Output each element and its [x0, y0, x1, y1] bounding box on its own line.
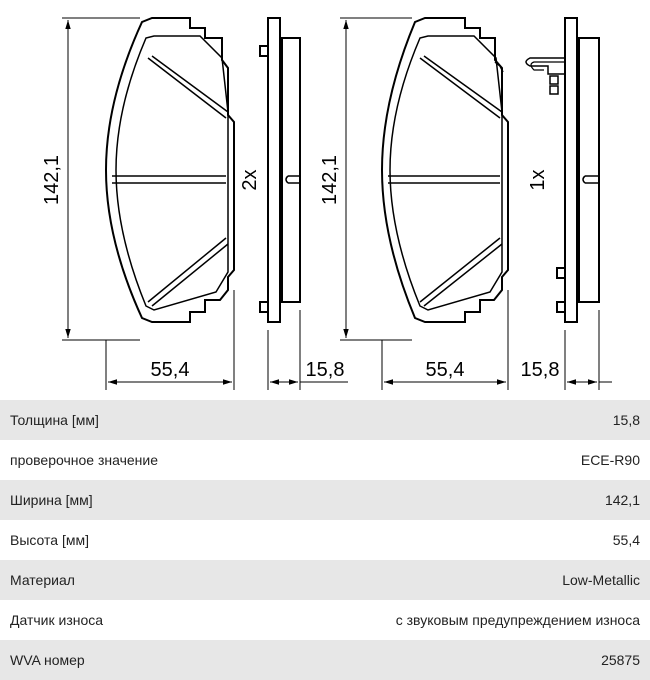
right-height-label: 142,1 [319, 154, 341, 206]
spec-row-width [0, 480, 650, 520]
spec-row-wva-number [0, 640, 650, 680]
right-quantity-label: 1x [527, 169, 549, 191]
spec-label: Толщина [мм] [0, 400, 253, 440]
spec-row-test-standard [0, 440, 650, 480]
pad-right-front-view [382, 18, 508, 322]
spec-label: Материал [0, 560, 253, 600]
right-thickness-label: 15,8 [520, 359, 560, 381]
spec-value: 55,4 [253, 520, 650, 560]
left-height-label: 142,1 [41, 154, 63, 206]
spec-row-wear-sensor [0, 600, 650, 640]
spec-row-thickness [0, 400, 650, 440]
spec-label: Высота [мм] [0, 520, 253, 560]
spec-label: Датчик износа [0, 600, 253, 640]
right-width-label: 55,4 [425, 359, 465, 381]
spec-label: проверочное значение [0, 440, 253, 480]
spec-value: 25875 [253, 640, 650, 680]
spec-value: ECE-R90 [253, 440, 650, 480]
left-thickness-label: 15,8 [305, 359, 345, 381]
left-quantity-label: 2x [239, 169, 261, 191]
pad-left-side-view [260, 18, 300, 322]
spec-label: WVA номер [0, 640, 253, 680]
spec-row-height [0, 520, 650, 560]
pad-left-front-view [106, 18, 234, 322]
spec-label: Ширина [мм] [0, 480, 253, 520]
spec-value: 15,8 [253, 400, 650, 440]
specifications-table [0, 400, 650, 680]
spec-value: 142,1 [253, 480, 650, 520]
spec-value: Low-Metallic [253, 560, 650, 600]
left-width-label: 55,4 [150, 359, 190, 381]
spec-row-material [0, 560, 650, 600]
spec-value: с звуковым предупреждением износа [253, 600, 650, 640]
